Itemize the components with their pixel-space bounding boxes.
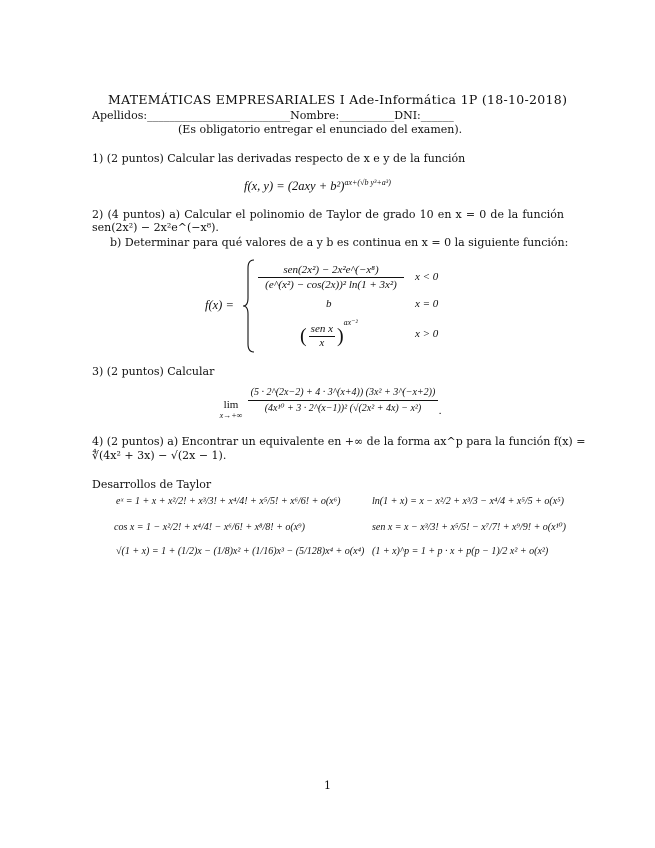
q1-base: (2axy + b²) <box>287 179 345 194</box>
q2-case3-num: sen x <box>310 322 333 335</box>
name-line: Apellidos:__________________________Nombre:__________DNI:______ <box>92 109 454 122</box>
q4-line2: ∜(4x² + 3x) − √(2x − 1). <box>92 449 227 462</box>
taylor-sin: sen x = x − x³/3! + x⁵/5! − x⁷/7! + x⁹/9! + o(x¹⁰) <box>372 522 566 533</box>
q2-piecewise-lhs: f(x) = <box>205 298 234 312</box>
q3-fraction <box>248 387 438 414</box>
page-number: 1 <box>324 779 331 792</box>
q2-case3-expr: ( $\frac{\text{sen x}}{x}$ )$^{ax^{-2}}$ <box>300 318 358 349</box>
taylor-cos: cos x = 1 − x²/2! + x⁴/4! − x⁶/6! + x⁸/8! + o(x⁹) <box>114 522 305 533</box>
q2-line1: 2) (4 puntos) a) Calcular el polinomio de Taylor de grado 10 en x = 0 de la función <box>92 208 564 221</box>
q2-line2: sen(2x²) − 2x²e^(−x⁸). <box>92 221 219 234</box>
page-title: MATEMÁTICAS EMPRESARIALES I Ade-Informática 1P (18-10-2018) <box>108 92 568 107</box>
q3-statement: 3) (2 puntos) Calcular <box>92 365 215 378</box>
q1-lhs: f(x, y) = <box>244 179 285 194</box>
q2-case2-cond: x = 0 <box>415 298 439 310</box>
q3-numerator: (5 · 2^(2x−2) + 4 · 3^(x+4)) (3x² + 3^(−x+2)) <box>248 387 438 401</box>
q4-line1: 4) (2 puntos) a) Encontrar un equivalente en +∞ de la forma ax^p para la función f(x) = <box>92 435 586 448</box>
q1-statement: 1) (2 puntos) Calcular las derivadas respecto de x e y de la función <box>92 152 466 165</box>
q2-case3-den: x <box>319 336 325 349</box>
q2-case1-den: (e^(x²) − cos(2x))² ln(1 + 3x²) <box>265 279 397 291</box>
taylor-heading: Desarrollos de Taylor <box>92 478 212 491</box>
q2-case2-val: b <box>326 298 332 310</box>
q1-exponent: ax+(√b y³+a³) <box>344 178 391 187</box>
q2-case1-frac <box>258 264 404 291</box>
taylor-binomial: (1 + x)^p = 1 + p · x + p(p − 1)/2 x² + o(x²) <box>372 546 549 557</box>
q3-limit <box>218 399 244 420</box>
q2-case3-cond: x > 0 <box>415 328 439 340</box>
taylor-ln: ln(1 + x) = x − x²/2 + x³/3 − x⁴/4 + x⁵/5 + o(x⁵) <box>372 496 564 507</box>
q1-function <box>244 178 391 194</box>
q2-case3-exp: ax⁻² <box>343 318 358 327</box>
exam-note: (Es obligatorio entregar el enunciado del examen). <box>178 123 463 136</box>
q2-left-brace <box>242 258 256 354</box>
taylor-sqrt: √(1 + x) = 1 + (1/2)x − (1/8)x² + (1/16)x³ − (5/128)x⁴ + o(x⁴) <box>116 546 365 557</box>
q2-case1-num: sen(2x²) − 2x²e^(−x⁸) <box>258 264 404 278</box>
q3-lim: lim <box>223 399 239 411</box>
q2-case1-cond: x < 0 <box>415 271 439 283</box>
taylor-exp: eˣ = 1 + x + x²/2! + x³/3! + x⁴/4! + x⁵/5! + x⁶/6! + o(x⁶) <box>116 496 341 507</box>
q3-denominator: (4x¹⁰ + 3 · 2^(x−1))² (√(2x² + 4x) − x²) <box>264 403 422 414</box>
q3-lim-sub: x→+∞ <box>219 411 243 420</box>
q3-end: . <box>439 405 442 417</box>
q2-line3: b) Determinar para qué valores de a y b es continua en x = 0 la siguiente función: <box>110 236 569 249</box>
